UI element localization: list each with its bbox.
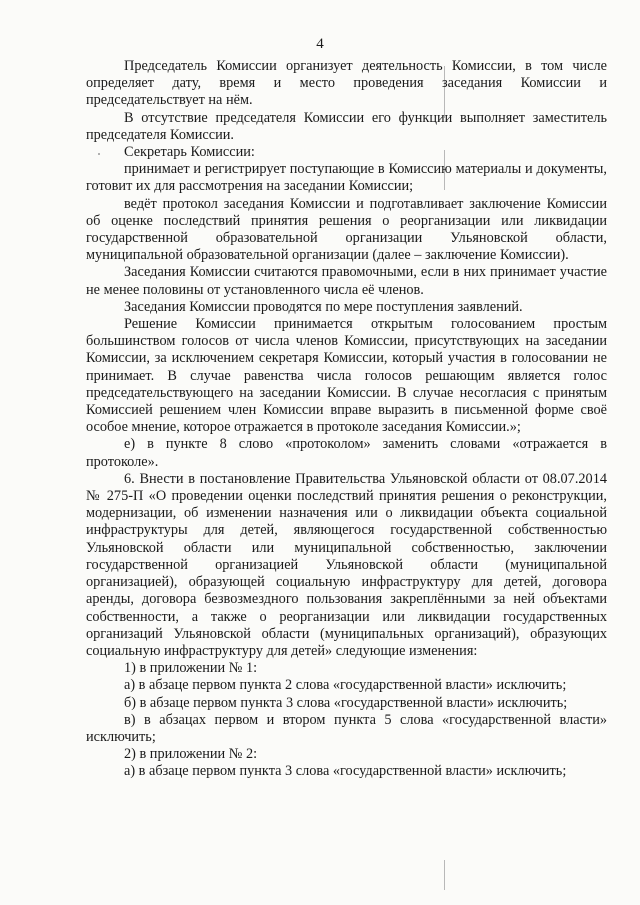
paragraph: ведёт протокол заседания Комиссии и подготавливает заключение Комиссии об оценке последствий принятия решения о реорганизации или ликвидации государственной образовательной организации Ульяновской области, муниципальной образовательной организации (далее – заключение Комиссии). — [86, 195, 607, 264]
paragraph: б) в абзаце первом пункта 3 слова «государственной власти» исключить; — [124, 694, 568, 711]
paragraph: Председатель Комиссии организует деятельность Комиссии, в том числе определяет дату, время и место проведения заседания Комиссии и председательствует на нём. — [86, 58, 607, 109]
paragraph: принимает и регистрирует поступающие в Комиссию материалы и документы, готовит их для рассмотрения на заседании Комиссии; — [86, 161, 607, 195]
scan-artifact-line — [444, 860, 445, 890]
paragraph: Заседания Комиссии проводятся по мере поступления заявлений. — [124, 298, 523, 315]
paragraph: Секретарь Комиссии: — [124, 144, 255, 161]
paragraph: 2) в приложении № 2: — [124, 746, 258, 763]
paragraph: в) в абзацах первом и втором пункта 5 слова «государственной власти» исключить; — [86, 711, 607, 745]
paragraph: 6. Внести в постановление Правительства Ульяновской области от 08.07.2014 № 275-П «О проведении оценки последствий принятия решения о реконструкции, модернизации, об изменении назначения или о ликвидации объекта социальной инфраструктуры для детей, являющегося государственной собственностью Ульяновской области или муниципальной собственностью, заключении государственной организацией Ульяновской области (муниципальной организацией), образующей социальную инфраструктуру для детей, договора аренды, договора безвозмездного пользования закреплёнными за ней объектами собственности, а также о реорганизации или ликвидации государственных организаций Ульяновской области (муниципальных организаций), образующих социальную инфраструктуру для детей» следующие изменения: — [86, 470, 607, 659]
page-number: 4 — [316, 36, 324, 52]
paragraph: В отсутствие председателя Комиссии его функции выполняет заместитель председателя Комиссии. — [86, 109, 607, 143]
paragraph: а) в абзаце первом пункта 2 слова «государственной власти» исключить; — [124, 677, 567, 694]
paragraph: а) в абзаце первом пункта 3 слова «государственной власти» исключить; — [124, 763, 567, 780]
paragraph: е) в пункте 8 слово «протоколом» заменить словами «отражается в протоколе». — [86, 436, 607, 470]
paragraph: 1) в приложении № 1: — [124, 660, 258, 677]
document-body — [86, 58, 607, 781]
paragraph: Заседания Комиссии считаются правомочными, если в них принимает участие не менее половины от установленного числа её членов. — [86, 264, 607, 298]
paragraph: Решение Комиссии принимается открытым голосованием простым большинством голосов от числа членов Комиссии, присутствующих на заседании Комиссии, за исключением секретаря Комиссии, который участия в голосовании не принимает. В случае равенства числа голосов решающим является голос председательствующего на заседании Комиссии. В случае несогласия с принятым Комиссией решением член Комиссии вправе выразить в письменной форме своё особое мнение, которое отражается в протоколе заседания Комиссии.»; — [86, 316, 607, 436]
